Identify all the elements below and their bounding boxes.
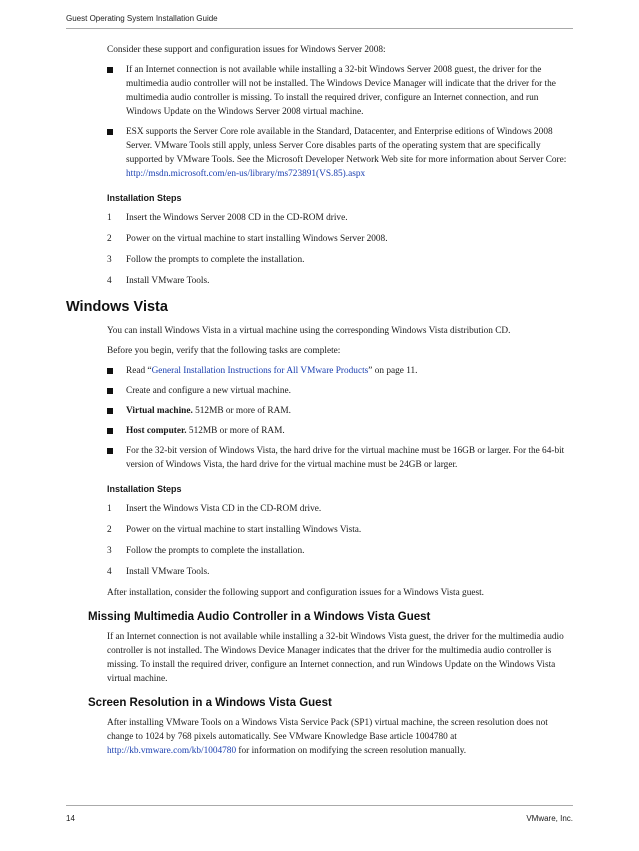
bullet-square-icon [107, 67, 113, 73]
audio-text: If an Internet connection is not available while installing a 32-bit Windows Vista guest, the driver for the multimedia audio controller is not installed. The Windows Device Manager indicates that the driver for the multimedia audio controller is missing. To install the required driver, configure an Internet connection, and run Windows Update on the Windows Vista virtual machine. [107, 632, 564, 684]
step-item [107, 502, 569, 516]
vista-after: After installation, consider the following support and configuration issues for a Windows Vista guest. [107, 588, 484, 598]
step-text: Power on the virtual machine to start installing Windows Vista. [126, 525, 362, 535]
list-item [107, 424, 569, 438]
servercore-note: ESX supports the Server Core role available in the Standard, Datacenter, and Enterprise editions of Windows 2008 Server. VMware Tools still apply, unless Server Core disables parts of the operating system that are specifically supported by VMware Tools. See the Microsoft Developer Network Web site for more information about Server Core: [126, 127, 567, 165]
footer-divider [66, 805, 573, 806]
ws2008-bullets [107, 63, 569, 181]
step-text: Install VMware Tools. [126, 567, 210, 577]
vm-ram-label: Virtual machine. [126, 406, 193, 416]
ws2008-intro: Consider these support and configuration issues for Windows Server 2008: [107, 45, 386, 55]
list-item [107, 444, 569, 472]
vista-steps [107, 502, 569, 579]
vista-before: Before you begin, verify that the following tasks are complete: [107, 346, 341, 356]
step-number: 2 [107, 234, 112, 244]
list-item [107, 125, 569, 181]
step-number: 3 [107, 546, 112, 556]
list-item [107, 404, 569, 418]
step-number: 2 [107, 525, 112, 535]
running-header: Guest Operating System Installation Guide [66, 14, 218, 23]
header-divider [66, 28, 573, 29]
step-item [107, 523, 569, 537]
msdn-link[interactable]: http://msdn.microsoft.com/en-us/library/ms723891(VS.85).aspx [126, 169, 366, 179]
create-vm-text: Create and configure a new virtual machine. [126, 386, 291, 396]
step-item [107, 544, 569, 558]
resolution-suffix: for information on modifying the screen resolution manually. [236, 746, 467, 756]
bullet-square-icon [107, 428, 113, 434]
step-text: Insert the Windows Vista CD in the CD-ROM drive. [126, 504, 322, 514]
vm-ram-text: 512MB or more of RAM. [192, 406, 291, 416]
vista-intro: You can install Windows Vista in a virtual machine using the corresponding Windows Vista distribution CD. [107, 326, 511, 336]
step-item [107, 253, 569, 267]
step-item [107, 232, 569, 246]
step-text: Follow the prompts to complete the installation. [126, 255, 305, 265]
list-item [107, 63, 569, 119]
ws2008-steps [107, 211, 569, 288]
kb-link[interactable]: http://kb.vmware.com/kb/1004780 [107, 746, 237, 756]
resolution-paragraph [107, 716, 569, 758]
bullet-square-icon [107, 408, 113, 414]
step-number: 1 [107, 213, 112, 223]
section-heading-vista: Windows Vista [66, 299, 168, 315]
ws2008-audio-note: If an Internet connection is not available while installing a 32-bit Windows Server 2008 guest, the driver for the multimedia audio controller will not be installed. The Windows Device Manager will indicate that the driver for the multimedia audio controller is missing. To install the required driver, configure an Internet connection, and run Windows Update on the Windows Server 2008 virtual machine. [126, 65, 556, 117]
bullet-square-icon [107, 129, 113, 135]
step-item [107, 565, 569, 579]
read-suffix: ” on page 11. [368, 366, 418, 376]
step-item [107, 211, 569, 225]
ws2008-steps-heading: Installation Steps [107, 193, 182, 203]
list-item [107, 364, 569, 378]
bullet-square-icon [107, 448, 113, 454]
vista-steps-heading: Installation Steps [107, 484, 182, 494]
step-text: Follow the prompts to complete the installation. [126, 546, 305, 556]
step-number: 1 [107, 504, 112, 514]
page-number: 14 [66, 814, 75, 823]
list-item [107, 384, 569, 398]
step-number: 4 [107, 567, 112, 577]
step-text: Install VMware Tools. [126, 276, 210, 286]
footer-company: VMware, Inc. [526, 814, 573, 823]
section-heading-audio: Missing Multimedia Audio Controller in a Windows Vista Guest [88, 611, 431, 623]
step-text: Power on the virtual machine to start installing Windows Server 2008. [126, 234, 388, 244]
bullet-square-icon [107, 368, 113, 374]
step-item [107, 274, 569, 288]
step-text: Insert the Windows Server 2008 CD in the CD-ROM drive. [126, 213, 348, 223]
bullet-square-icon [107, 388, 113, 394]
step-number: 3 [107, 255, 112, 265]
host-ram-label: Host computer. [126, 426, 187, 436]
resolution-text: After installing VMware Tools on a Windows Vista Service Pack (SP1) virtual machine, the screen resolution does not change to 1024 by 768 pixels automatically. See VMware Knowledge Base article 1004780 at [107, 718, 548, 742]
read-prefix: Read “ [126, 366, 152, 376]
host-ram-text: 512MB or more of RAM. [186, 426, 285, 436]
hard-drive-text: For the 32-bit version of Windows Vista, the hard drive for the virtual machine must be 16GB or larger. For the 64-bit version of Windows Vista, the hard drive for the virtual machine must be 24GB or larger. [126, 446, 565, 470]
section-heading-resolution: Screen Resolution in a Windows Vista Guest [88, 697, 332, 709]
general-instructions-link[interactable]: General Installation Instructions for All VMware Products [151, 366, 369, 376]
vista-prereq-list [107, 364, 569, 472]
step-number: 4 [107, 276, 112, 286]
page-body [66, 43, 569, 764]
